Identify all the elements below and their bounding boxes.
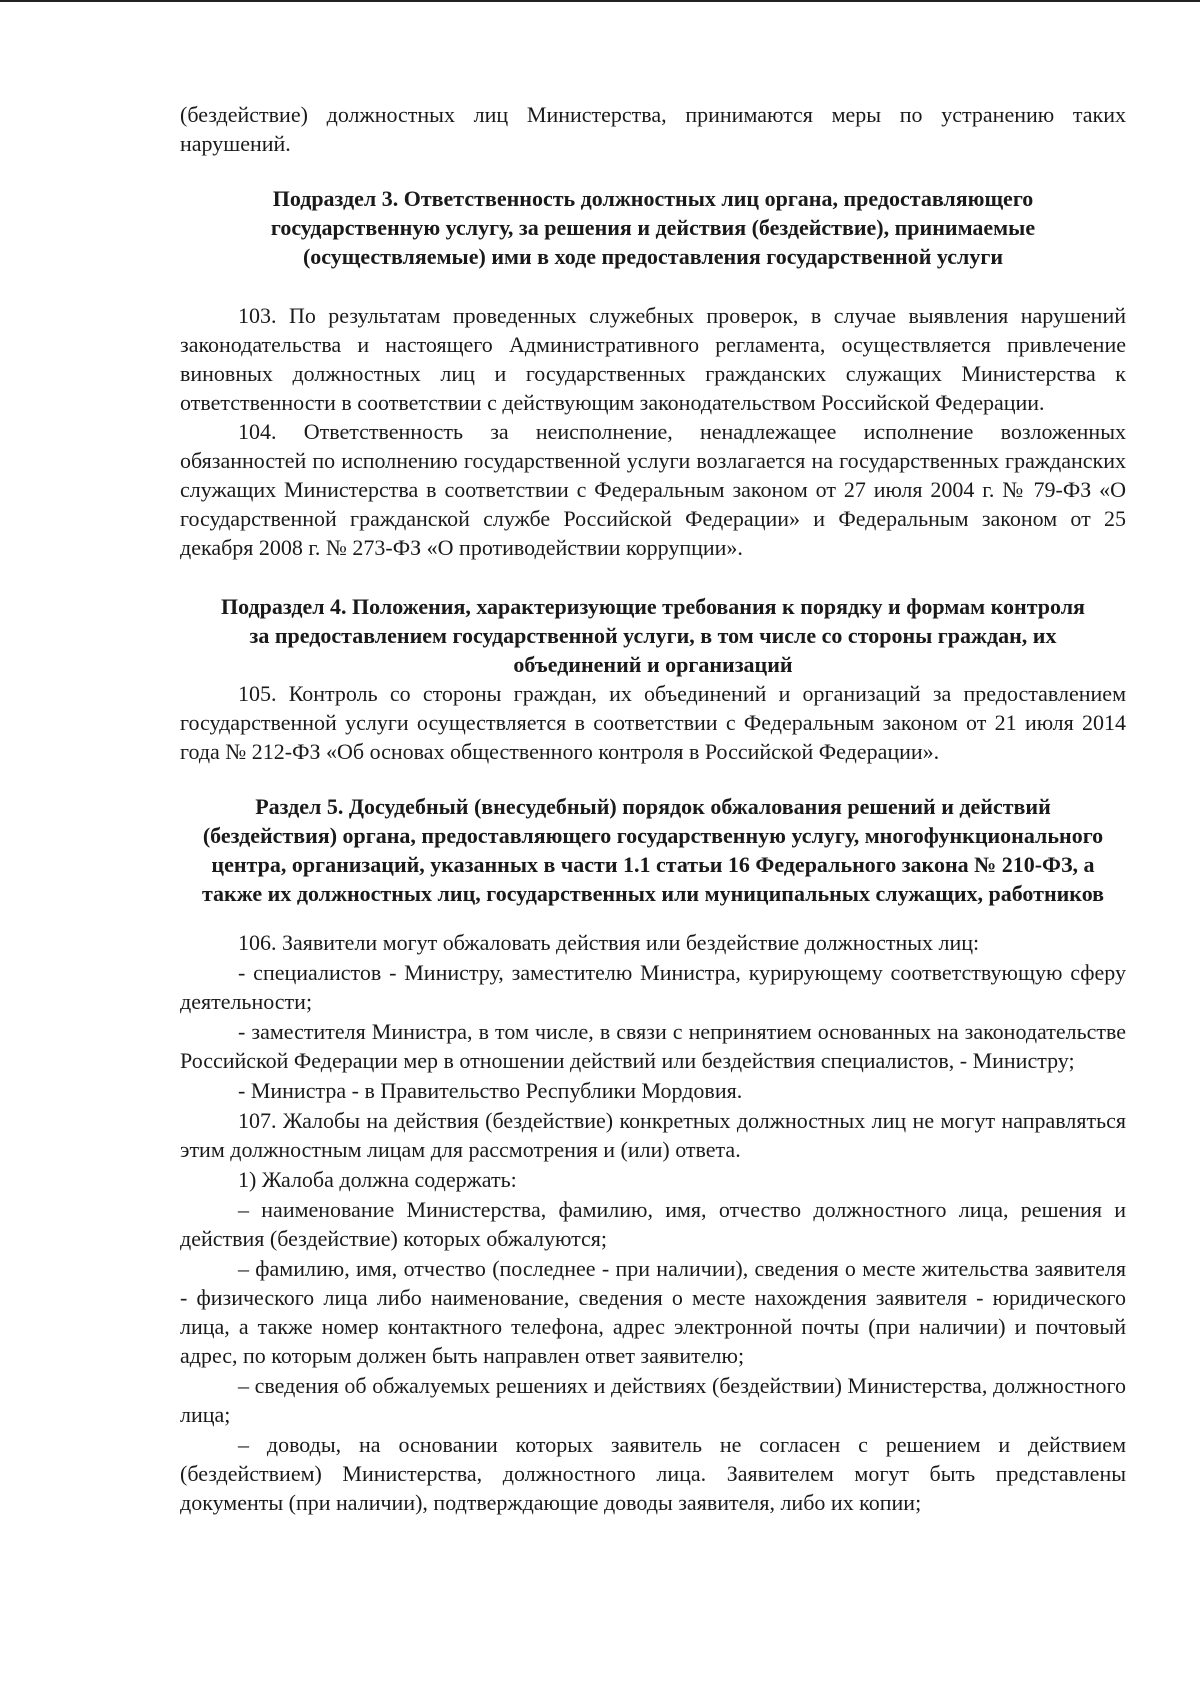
paragraph-106: 106. Заявители могут обжаловать действия или бездействие должностных лиц: — [238, 930, 980, 955]
paragraph-107-1-item-a: – наименование Министерства, фамилию, имя, отчество должностного лица, решения и действия (бездействие) которых обжалуются; — [180, 1197, 1126, 1251]
paragraph-106-item-b: - заместителя Министра, в том числе, в связи с непринятием основанных на законодательстве Российской Федерации мер в отношении действий или бездействия специалистов, - Министру; — [180, 1019, 1126, 1073]
paragraph-106-item-c: - Министра - в Правительство Республики Мордовия. — [238, 1078, 743, 1103]
paragraph-intro: (бездействие) должностных лиц Министерства, принимаются меры по устранению таких нарушений. — [180, 102, 1126, 156]
paragraph-107-1-item-d: – доводы, на основании которых заявитель не согласен с решением и действием (бездействием) Министерства, должностного лица. Заявителем могут быть представлены документы (при наличии), подтверждающие доводы заявителя, либо их копии; — [180, 1432, 1126, 1515]
subsection-3-heading: Подраздел 3. Ответственность должностных лиц органа, предоставляющего государственную услугу, за решения и действия (бездействие), принимаемые (осуществляемые) ими в ходе предоставления государственной услуги — [270, 186, 1036, 269]
paragraph-107-1-item-b: – фамилию, имя, отчество (последнее - при наличии), сведения о месте жительства заявителя - физического лица либо наименование, сведения о месте нахождения заявителя - юридического лица, а также номер контактного телефона, адрес электронной почты (при наличии) и почтовый адрес, по которым должен быть направлен ответ заявителю; — [180, 1256, 1126, 1368]
paragraph-104: 104. Ответственность за неисполнение, ненадлежащее исполнение возложенных обязанностей по исполнению государственной услуги возлагается на государственных гражданских служащих Министерства в соответствии с Федеральным законом от 27 июля 2004 г. № 79-ФЗ «О государственной гражданской службе Российской Федерации» и Федеральным законом от 25 декабря 2008 г. № 273-ФЗ «О противодействии коррупции». — [180, 419, 1126, 560]
paragraph-107: 107. Жалобы на действия (бездействие) конкретных должностных лиц не могут направляться этим должностным лицам для рассмотрения и (или) ответа. — [180, 1108, 1126, 1162]
paragraph-107-1: 1) Жалоба должна содержать: — [238, 1167, 517, 1192]
section-5-heading: Раздел 5. Досудебный (внесудебный) порядок обжалования решений и действий (бездействия) органа, предоставляющего государственную услугу, многофункционального центра, организаций, указанных в части 1.1 статьи 16 Федерального закона № 210-ФЗ, а также их должностных лиц, государственных или муниципальных служащих, работников — [201, 794, 1105, 906]
paragraph-105: 105. Контроль со стороны граждан, их объединений и организаций за предоставлением государственной услуги осуществляется в соответствии с Федеральным законом от 21 июля 2014 года № 212-ФЗ «Об основах общественного контроля в Российской Федерации». — [180, 681, 1126, 764]
subsection-4-heading: Подраздел 4. Положения, характеризующие требования к порядку и формам контроля за предоставлением государственной услуги, в том числе со стороны граждан, их объединений и организаций — [221, 594, 1085, 677]
paragraph-107-1-item-c: – сведения об обжалуемых решениях и действиях (бездействии) Министерства, должностного лица; — [180, 1373, 1126, 1427]
scan-top-edge — [0, 0, 1200, 2]
document-page — [180, 100, 1126, 1517]
paragraph-103: 103. По результатам проведенных служебных проверок, в случае выявления нарушений законодательства и настоящего Административного регламента, осуществляется привлечение виновных должностных лиц и государственных гражданских служащих Министерства к ответственности в соответствии с действующим законодательством Российской Федерации. — [180, 303, 1126, 415]
paragraph-106-item-a: - специалистов - Министру, заместителю Министра, курирующему соответствующую сферу деятельности; — [180, 960, 1126, 1014]
